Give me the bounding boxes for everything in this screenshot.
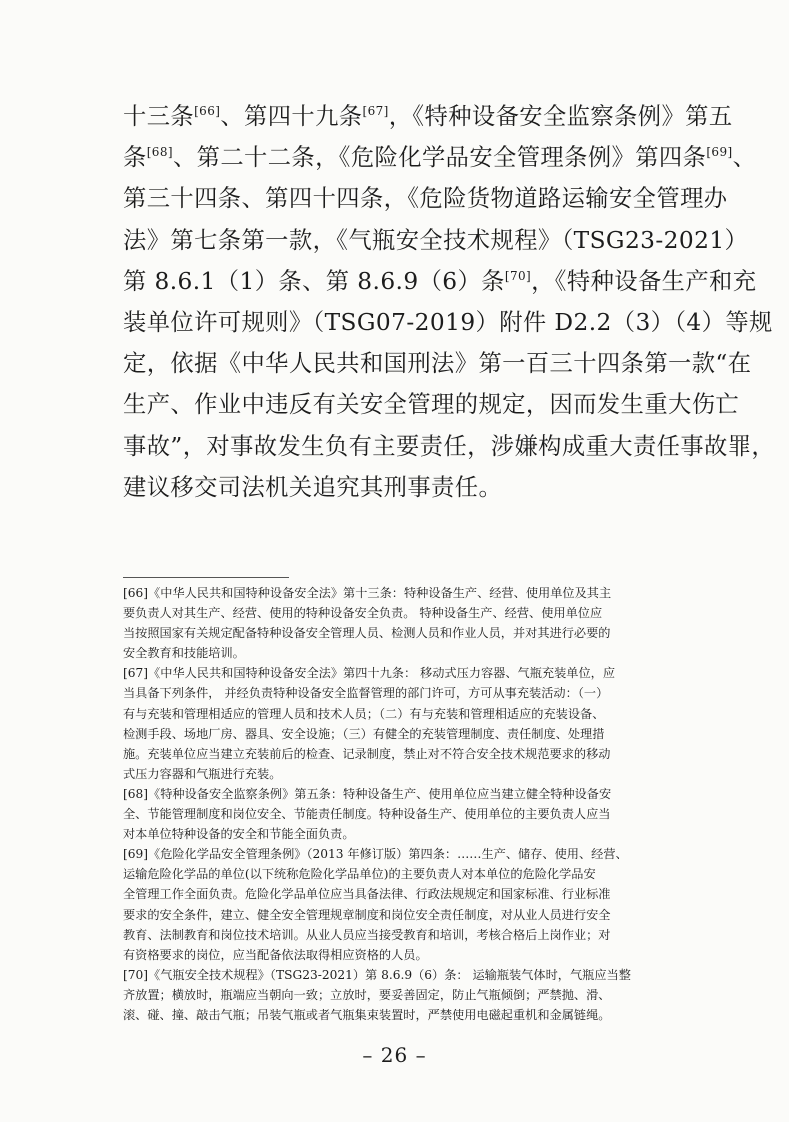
footnote-line: 教育、法制教育和岗位技术培训。从业人员应当接受教育和培训，考核合格后上岗作业；对 <box>123 927 611 942</box>
body-text: 条 <box>123 144 147 172</box>
footnote-line: 当具备下列条件， 并经负责特种设备安全监督管理的部门许可，方可从事充装活动：（一） <box>123 686 609 701</box>
footnote-line: [67]《中华人民共和国特种设备安全法》第四十九条： 移动式压力容器、气瓶充装单位，应 <box>123 666 616 681</box>
footnote <box>123 965 671 1025</box>
footnote-line: 式压力容器和气瓶进行充装。 <box>123 766 282 781</box>
body-text: 生产、作业中违反有关安全管理的规定，因而发生重大伤亡 <box>123 391 740 419</box>
body-line <box>123 96 733 137</box>
body-text: 定，依据《中华人民共和国刑法》第一百三十四条第一款“在 <box>123 350 752 378</box>
footnote <box>123 784 671 844</box>
footnote-line: 要求的安全条件，建立、健全安全管理规章制度和岗位安全责任制度，对从业人员进行安全 <box>123 907 611 922</box>
body-text: 建议移交司法机关追究其刑事责任。 <box>123 473 503 501</box>
footnote <box>123 663 671 784</box>
body-text: 第三十四条、第四十四条，《危险货物道路运输安全管理办 <box>123 185 728 213</box>
body-text: 十三条 <box>123 103 195 130</box>
body-text: 装单位许可规则》（TSG07-2019）附件 D2.2（3）（4）等规 <box>123 309 773 337</box>
body-line <box>123 261 757 302</box>
footnote-line: 当按照国家有关规定配备特种设备安全管理人员、检测人员和作业人员，并对其进行必要的 <box>123 626 611 641</box>
body-line <box>123 384 740 425</box>
footnote-ref: [67] <box>362 104 389 119</box>
footnote-line: [68]《特种设备安全监察条例》第五条：特种设备生产、使用单位应当建立健全特种设备安 <box>123 786 612 801</box>
footnote-ref: [68] <box>146 145 173 160</box>
body-text: 、第二十二条，《危险化学品安全管理条例》第四条 <box>172 144 707 172</box>
footnote-line: 检测手段、场地厂房、器具、安全设施；（三）有健全的充装管理制度、责任制度、处理措 <box>123 726 605 741</box>
body-line <box>123 343 752 384</box>
footnote <box>123 844 671 965</box>
footnote-separator <box>123 577 289 578</box>
footnote-line: 齐放置；横放时，瓶端应当朝向一致；立放时，要妥善固定，防止气瓶倾倒；严禁抛、滑、 <box>123 987 611 1002</box>
body-text: 、第四十九条 <box>220 103 363 130</box>
body-text: ，《特种设备生产和充 <box>531 267 757 295</box>
footnote-line: 运输危险化学品的单位(以下统称危险化学品单位)的主要负责人对本单位的危险化学品安 <box>123 867 596 882</box>
page-number: – 26 – <box>362 1043 427 1067</box>
footnote-line: 有与充装和管理相适应的管理人员和技术人员；（二）有与充装和管理相适应的充装设备、 <box>123 706 605 721</box>
body-line <box>123 426 776 467</box>
body-text: ，《特种设备安全监察条例》第五 <box>388 103 733 130</box>
body-line <box>123 302 773 343</box>
body-line <box>123 178 728 219</box>
footnote-ref: [70] <box>504 269 532 284</box>
footnote-ref: [69] <box>706 145 733 160</box>
footnote-line: 有资格要求的岗位，应当配备依法取得相应资格的人员。 <box>123 947 428 962</box>
footnote <box>123 583 671 663</box>
body-line <box>123 467 667 508</box>
body-line <box>123 220 749 261</box>
footnote-line: 全管理工作全面负责。危险化学品单位应当具备法律、行政法规规定和国家标准、行业标准 <box>123 887 611 902</box>
footnote-line: 滚、碰、撞、敲击气瓶；吊装气瓶或者气瓶集束装置时，严禁使用电磁起重机和金属链绳。 <box>123 1007 611 1022</box>
footnote-line: [69]《危险化学品安全管理条例》（2013 年修订版）第四条：……生产、储存、使用、经营、 <box>123 847 628 862</box>
body-text: 事故”，对事故发生负有主要责任，涉嫌构成重大责任事故罪， <box>123 432 776 460</box>
main-body-text <box>123 96 776 508</box>
footnote-line: [66]《中华人民共和国特种设备安全法》第十三条：特种设备生产、经营、使用单位及其主 <box>123 586 612 600</box>
footnote-ref: [66] <box>194 104 221 119</box>
footnote-line: 要负责人对其生产、经营、使用的特种设备安全负责。 特种设备生产、经营、使用单位应 <box>123 606 603 621</box>
body-text: 法》第七条第一款，《气瓶安全技术规程》（TSG23-2021） <box>123 226 749 254</box>
footnote-line: 全、节能管理制度和岗位安全、节能责任制度。特种设备生产、使用单位的主要负责人应当 <box>123 807 611 822</box>
footnote-line: [70]《气瓶安全技术规程》（TSG23-2021）第 8.6.9（6）条： 运输瓶装气体时，气瓶应当整 <box>123 967 631 982</box>
footnote-line: 施。充装单位应当建立充装前后的检查、记录制度，禁止对不符合安全技术规范要求的移动 <box>123 746 611 761</box>
footnote-line: 安全教育和技能培训。 <box>123 646 245 661</box>
body-text: 、 <box>732 144 757 172</box>
footnotes <box>123 583 671 1025</box>
footnote-line: 对本单位特种设备的安全和节能全面负责。 <box>123 827 355 842</box>
body-text: 第 8.6.1（1）条、第 8.6.9（6）条 <box>123 267 505 295</box>
body-line <box>123 137 757 178</box>
